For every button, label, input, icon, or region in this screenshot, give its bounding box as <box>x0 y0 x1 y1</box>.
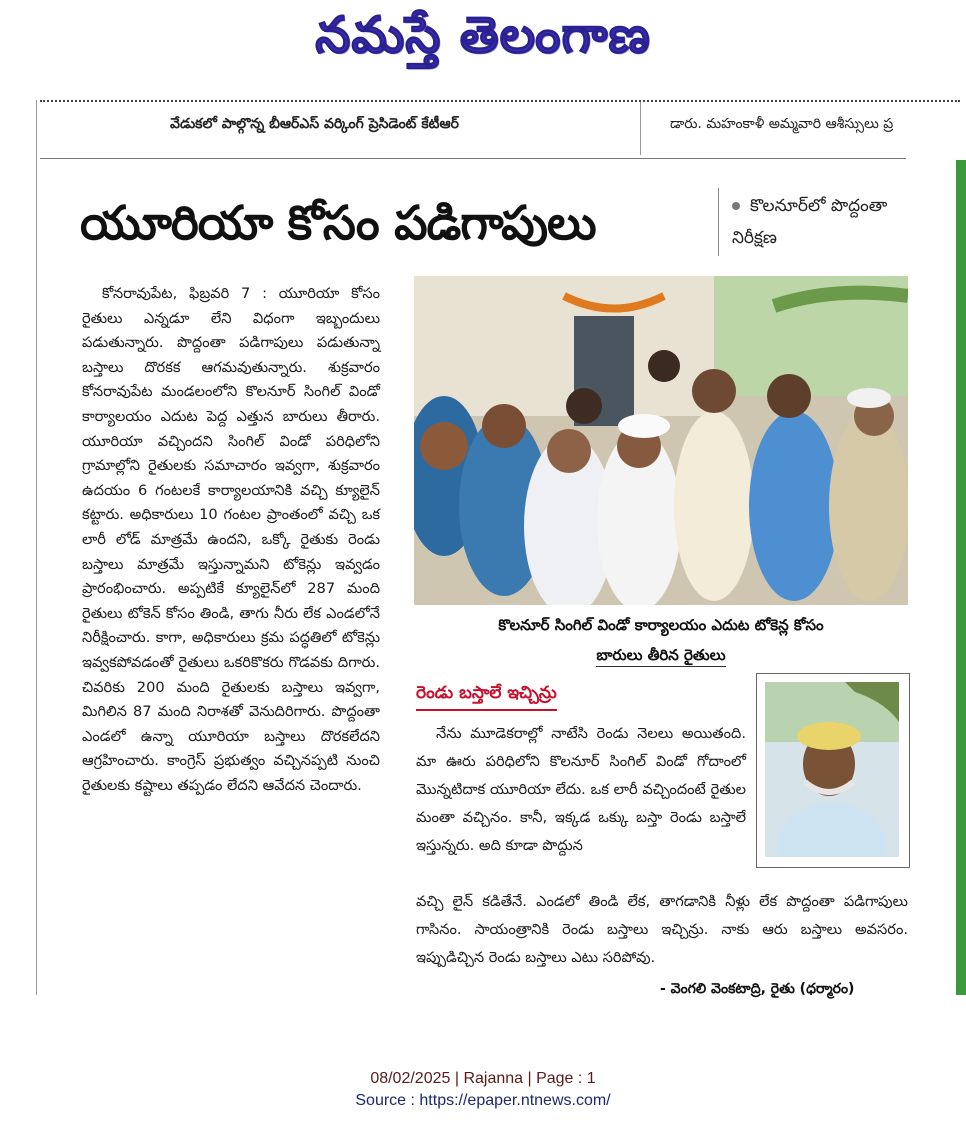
photo-caption-line1: కొలనూర్ సింగిల్ విండో కార్యాలయం ఎదుట టోకెన్ల కోసం <box>498 616 824 634</box>
page-edge-strip <box>956 160 966 995</box>
news-photo-farmers-queue <box>414 276 908 605</box>
quote-text-part2: వచ్చి లైన్ కడితేనే. ఎండలో తిండి లేక, తాగడానికి నీళ్లు లేక పొద్దంతా పడిగాపులు గాసినం. సాయంత్రానికి రెండు బస్తాలు ఇచ్చిన్రు. నాకు ఆరు బస్తాలు అవసరం. ఇప్పుడిచ్చిన రెండు బస్తాలు ఎటు సరిపోవు. <box>416 893 908 966</box>
column-rule-left <box>36 100 37 995</box>
article-subhead <box>732 190 912 254</box>
masthead <box>0 0 966 80</box>
cut-off-text-strip <box>40 100 960 110</box>
article-body <box>82 282 380 798</box>
portrait-illustration <box>765 682 899 857</box>
previous-story-caption: వేడుకలో పాల్గొన్న బీఆర్‌ఎస్ వర్కింగ్ ప్రెసిడెంట్ కేటీఆర్ <box>170 116 459 132</box>
subhead-text: కొలనూర్‌లో పొద్దంతా నిరీక్షణ <box>732 196 888 248</box>
photo-illustration <box>414 276 908 605</box>
previous-story-text: డారు. మహంకాళీ అమ్మవారి ఆశీస్సులు ప్ర <box>670 116 894 132</box>
article-body-text: కోనరావుపేట, ఫిబ్రవరి 7 : యూరియా కోసం రైతులు ఎన్నడూ లేని విధంగా ఇబ్బందులు పడుతున్నారు. పొద్దంతా పడిగాపులు పడుతున్నా బస్తాలు దొరకక ఆగమవుతున్నారు. శుక్రవారం కోనరావుపేట మండలంలోని కొలనూర్ సింగిల్ విండో కార్యాలయం ఎదుట పెద్ద ఎత్తున బారులు తీరారు. యూరియా వచ్చిందని సింగిల్ విండో పరిధిలోని గ్రామాల్లోని రైతులకు సమాచారం ఇవ్వగా, శుక్రవారం ఉదయం 6 గంటలకే కార్యాలయానికి వచ్చి క్యూలైన్ కట్టారు. అధికారులు 10 గంటల ప్రాంతంలో వచ్చి ఒక లారీ లోడ్ మాత్రమే ఉందని, ఒక్కో రైతుకు రెండు బస్తాలు మాత్రమే ఇస్తున్నామని టోకెన్లు ఇవ్వడం ప్రారంభించారు. అప్పటికే క్యూలైన్‌లో 287 మంది రైతులు టోకెన్ కోసం తిండి, తాగు నీరు లేక ఎండలోనే నిరీక్షించారు. కాగా, అధికారులు క్రమ పద్ధతిలో టోకెన్లు ఇవ్వకపోవడంతో రైతులు ఒకరికొకరు గొడవకు దిగారు. చివరికు 200 మంది రైతులకు బస్తాలు ఇవ్వగా, మిగిలిన 87 మంది నిరాశతో వెనుదిరిగారు. పొద్దంతా ఎండలో ఉన్నా యూరియా బస్తాలు దొరకలేదని ఆగ్రహించారు. కాంగ్రెస్ ప్రభుత్వం వచ్చినప్పటి నుంచి రైతులకు కష్టాలు తప్పడం లేదని ఆవేదన చెందారు. <box>82 285 380 794</box>
footer-edition-info: 08/02/2025 | Rajanna | Page : 1 <box>370 1070 596 1087</box>
photo-caption <box>414 610 908 670</box>
farmer-portrait <box>756 673 910 868</box>
headline-separator <box>718 188 719 256</box>
quote-text-part1: నేను మూడెకరాల్లో నాటేసి రెండు నెలలు అయితంది. మా ఊరు పరిధిలోని కొలనూర్ సింగిల్ విండో గోదాంలో మొన్నటిదాక యూరియా లేదు. ఒక లారీ వచ్చిందంటే రైతుల మంతా వచ్చినం. కానీ, ఇక్కడ ఒక్కు బస్తా రెండు బస్తాలే ఇస్తున్నరు. అది కూడా పొద్దున <box>416 725 746 854</box>
quote-byline: - వెంగలి వెంకటాద్రి, రైతు (ధర్మారం) <box>660 981 855 997</box>
quote-text-lower <box>416 888 908 972</box>
footer-source: Source : https://epaper.ntnews.com/ <box>355 1092 611 1109</box>
farmer-portrait-photo <box>765 682 899 857</box>
quote-text-upper <box>416 720 746 860</box>
bullet-icon <box>732 202 740 210</box>
newspaper-logo: నమస్తే తెలంగాణ <box>315 6 651 64</box>
photo-caption-line2: బారులు తీరిన రైతులు <box>596 646 725 667</box>
quote-box-title: రెండు బస్తాలే ఇచ్చిన్రు <box>416 683 557 711</box>
page-footer <box>0 1068 966 1112</box>
article-headline: యూరియా కోసం పడిగాపులు <box>80 196 596 251</box>
section-divider <box>40 158 906 159</box>
